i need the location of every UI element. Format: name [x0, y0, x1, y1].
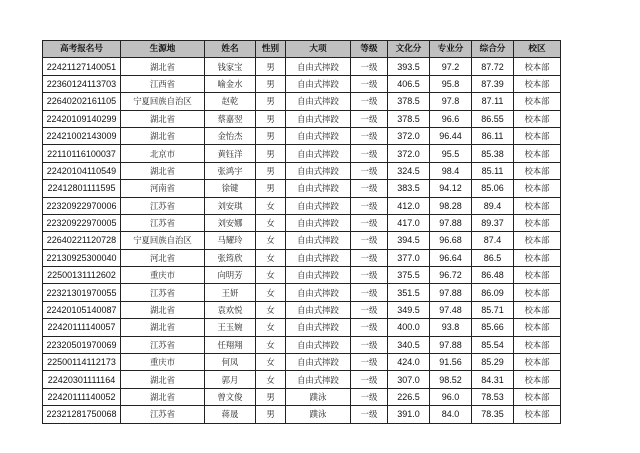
- cell-culture-score: 377.0: [388, 249, 430, 266]
- cell-registration-number: 22420104110549: [43, 162, 121, 179]
- cell-name: 蒋晟: [205, 406, 256, 423]
- cell-culture-score: 412.0: [388, 197, 430, 214]
- cell-gender: 男: [256, 180, 286, 197]
- cell-gender: 女: [256, 354, 286, 371]
- cell-event: 自由式摔跤: [286, 214, 351, 231]
- table-row: [43, 180, 561, 197]
- cell-origin: 重庆市: [121, 354, 205, 371]
- cell-registration-number: 22110116100037: [43, 145, 121, 162]
- cell-culture-score: 349.5: [388, 301, 430, 318]
- table-row: [43, 110, 561, 127]
- cell-name: 徐键: [205, 180, 256, 197]
- cell-level: 一级: [351, 284, 388, 301]
- cell-registration-number: 22360124113703: [43, 75, 121, 92]
- cell-level: 一级: [351, 58, 388, 75]
- cell-origin: 湖北省: [121, 301, 205, 318]
- cell-registration-number: 22420301111164: [43, 371, 121, 388]
- cell-level: 一级: [351, 301, 388, 318]
- cell-origin: 河南省: [121, 180, 205, 197]
- cell-level: 一级: [351, 249, 388, 266]
- cell-total-score: 85.11: [472, 162, 514, 179]
- cell-name: 王玉婉: [205, 319, 256, 336]
- cell-origin: 江西省: [121, 75, 205, 92]
- cell-name: 向明芳: [205, 267, 256, 284]
- table-row: [43, 284, 561, 301]
- table-row: [43, 301, 561, 318]
- cell-major-score: 97.88: [430, 214, 472, 231]
- cell-event: 自由式摔跤: [286, 197, 351, 214]
- cell-culture-score: 424.0: [388, 354, 430, 371]
- cell-campus: 校本部: [514, 145, 561, 162]
- cell-total-score: 87.11: [472, 93, 514, 110]
- cell-origin: 湖北省: [121, 388, 205, 405]
- cell-gender: 男: [256, 58, 286, 75]
- cell-campus: 校本部: [514, 301, 561, 318]
- cell-origin: 湖北省: [121, 110, 205, 127]
- cell-gender: 男: [256, 93, 286, 110]
- cell-level: 一级: [351, 371, 388, 388]
- cell-campus: 校本部: [514, 197, 561, 214]
- cell-event: 自由式摔跤: [286, 319, 351, 336]
- cell-event: 自由式摔跤: [286, 284, 351, 301]
- cell-total-score: 87.4: [472, 232, 514, 249]
- cell-campus: 校本部: [514, 110, 561, 127]
- cell-gender: 男: [256, 75, 286, 92]
- table-row: [43, 249, 561, 266]
- cell-origin: 江苏省: [121, 197, 205, 214]
- cell-culture-score: 378.5: [388, 110, 430, 127]
- cell-total-score: 86.48: [472, 267, 514, 284]
- cell-total-score: 86.11: [472, 127, 514, 144]
- cell-major-score: 96.68: [430, 232, 472, 249]
- cell-event: 自由式摔跤: [286, 162, 351, 179]
- cell-gender: 男: [256, 388, 286, 405]
- header-origin: 生源地: [121, 41, 205, 58]
- cell-campus: 校本部: [514, 336, 561, 353]
- cell-name: 马耀玲: [205, 232, 256, 249]
- cell-registration-number: 22130925300040: [43, 249, 121, 266]
- table-row: [43, 75, 561, 92]
- cell-major-score: 95.5: [430, 145, 472, 162]
- cell-registration-number: 22420111140057: [43, 319, 121, 336]
- cell-gender: 女: [256, 371, 286, 388]
- cell-culture-score: 417.0: [388, 214, 430, 231]
- cell-total-score: 78.35: [472, 406, 514, 423]
- cell-event: 自由式摔跤: [286, 93, 351, 110]
- cell-gender: 女: [256, 232, 286, 249]
- table-row: [43, 406, 561, 423]
- cell-gender: 男: [256, 406, 286, 423]
- cell-campus: 校本部: [514, 267, 561, 284]
- table-row: [43, 336, 561, 353]
- cell-culture-score: 394.5: [388, 232, 430, 249]
- cell-campus: 校本部: [514, 319, 561, 336]
- cell-event: 自由式摔跤: [286, 232, 351, 249]
- cell-origin: 江苏省: [121, 336, 205, 353]
- cell-gender: 女: [256, 319, 286, 336]
- cell-culture-score: 378.5: [388, 93, 430, 110]
- cell-level: 一级: [351, 110, 388, 127]
- table-row: [43, 127, 561, 144]
- cell-gender: 男: [256, 127, 286, 144]
- cell-total-score: 87.39: [472, 75, 514, 92]
- cell-origin: 重庆市: [121, 267, 205, 284]
- cell-culture-score: 406.5: [388, 75, 430, 92]
- cell-origin: 湖北省: [121, 371, 205, 388]
- cell-registration-number: 22321301970055: [43, 284, 121, 301]
- cell-level: 一级: [351, 145, 388, 162]
- cell-gender: 女: [256, 284, 286, 301]
- cell-registration-number: 22640202161105: [43, 93, 121, 110]
- cell-registration-number: 22321281750068: [43, 406, 121, 423]
- cell-campus: 校本部: [514, 232, 561, 249]
- cell-total-score: 89.37: [472, 214, 514, 231]
- cell-culture-score: 226.5: [388, 388, 430, 405]
- cell-major-score: 97.88: [430, 284, 472, 301]
- cell-campus: 校本部: [514, 354, 561, 371]
- cell-major-score: 93.8: [430, 319, 472, 336]
- cell-total-score: 86.09: [472, 284, 514, 301]
- cell-major-score: 96.6: [430, 110, 472, 127]
- cell-total-score: 78.53: [472, 388, 514, 405]
- cell-event: 自由式摔跤: [286, 58, 351, 75]
- cell-event: 蹼泳: [286, 388, 351, 405]
- table-row: [43, 58, 561, 75]
- header-name: 姓名: [205, 41, 256, 58]
- table-row: [43, 354, 561, 371]
- cell-event: 自由式摔跤: [286, 267, 351, 284]
- cell-major-score: 96.64: [430, 249, 472, 266]
- cell-culture-score: 391.0: [388, 406, 430, 423]
- cell-name: 刘安娜: [205, 214, 256, 231]
- cell-level: 一级: [351, 197, 388, 214]
- cell-campus: 校本部: [514, 75, 561, 92]
- cell-registration-number: 22412801111595: [43, 180, 121, 197]
- cell-gender: 男: [256, 145, 286, 162]
- cell-name: 何凤: [205, 354, 256, 371]
- cell-registration-number: 22421127140051: [43, 58, 121, 75]
- cell-culture-score: 324.5: [388, 162, 430, 179]
- cell-culture-score: 372.0: [388, 127, 430, 144]
- cell-level: 一级: [351, 232, 388, 249]
- cell-name: 任翔翔: [205, 336, 256, 353]
- cell-campus: 校本部: [514, 93, 561, 110]
- cell-campus: 校本部: [514, 284, 561, 301]
- cell-culture-score: 351.5: [388, 284, 430, 301]
- cell-major-score: 94.12: [430, 180, 472, 197]
- cell-level: 一级: [351, 319, 388, 336]
- cell-origin: 湖北省: [121, 319, 205, 336]
- cell-gender: 女: [256, 197, 286, 214]
- cell-major-score: 97.88: [430, 336, 472, 353]
- cell-culture-score: 400.0: [388, 319, 430, 336]
- table-row: [43, 232, 561, 249]
- cell-registration-number: 22420109140299: [43, 110, 121, 127]
- cell-gender: 男: [256, 162, 286, 179]
- cell-major-score: 91.56: [430, 354, 472, 371]
- cell-registration-number: 22500131112602: [43, 267, 121, 284]
- table-row: [43, 319, 561, 336]
- cell-origin: 江苏省: [121, 214, 205, 231]
- cell-major-score: 97.8: [430, 93, 472, 110]
- table-row: [43, 388, 561, 405]
- cell-gender: 男: [256, 110, 286, 127]
- cell-event: 自由式摔跤: [286, 371, 351, 388]
- admission-score-table: [42, 40, 561, 424]
- cell-campus: 校本部: [514, 180, 561, 197]
- cell-culture-score: 307.0: [388, 371, 430, 388]
- cell-total-score: 87.72: [472, 58, 514, 75]
- cell-name: 喻金水: [205, 75, 256, 92]
- cell-name: 王妍: [205, 284, 256, 301]
- cell-event: 自由式摔跤: [286, 75, 351, 92]
- cell-level: 一级: [351, 180, 388, 197]
- header-registration-number: 高考报名号: [43, 41, 121, 58]
- cell-registration-number: 22420111140052: [43, 388, 121, 405]
- cell-major-score: 96.0: [430, 388, 472, 405]
- cell-total-score: 85.71: [472, 301, 514, 318]
- score-sheet: [42, 40, 561, 424]
- cell-name: 张筠欣: [205, 249, 256, 266]
- cell-name: 曾文俊: [205, 388, 256, 405]
- cell-total-score: 86.55: [472, 110, 514, 127]
- table-row: [43, 267, 561, 284]
- cell-culture-score: 383.5: [388, 180, 430, 197]
- cell-gender: 女: [256, 301, 286, 318]
- cell-campus: 校本部: [514, 58, 561, 75]
- cell-origin: 江苏省: [121, 284, 205, 301]
- cell-major-score: 97.48: [430, 301, 472, 318]
- cell-culture-score: 340.5: [388, 336, 430, 353]
- cell-event: 自由式摔跤: [286, 249, 351, 266]
- cell-name: 赵乾: [205, 93, 256, 110]
- cell-origin: 湖北省: [121, 58, 205, 75]
- cell-event: 自由式摔跤: [286, 110, 351, 127]
- cell-major-score: 96.72: [430, 267, 472, 284]
- cell-total-score: 85.29: [472, 354, 514, 371]
- cell-major-score: 98.28: [430, 197, 472, 214]
- cell-total-score: 85.38: [472, 145, 514, 162]
- cell-name: 钱家宝: [205, 58, 256, 75]
- table-row: [43, 371, 561, 388]
- cell-event: 自由式摔跤: [286, 145, 351, 162]
- cell-level: 一级: [351, 93, 388, 110]
- cell-origin: 江苏省: [121, 406, 205, 423]
- cell-origin: 河北省: [121, 249, 205, 266]
- cell-gender: 女: [256, 336, 286, 353]
- cell-origin: 湖北省: [121, 127, 205, 144]
- header-campus: 校区: [514, 41, 561, 58]
- table-row: [43, 214, 561, 231]
- cell-origin: 宁夏回族自治区: [121, 93, 205, 110]
- cell-total-score: 84.31: [472, 371, 514, 388]
- cell-campus: 校本部: [514, 388, 561, 405]
- cell-campus: 校本部: [514, 214, 561, 231]
- cell-level: 一级: [351, 162, 388, 179]
- cell-total-score: 85.54: [472, 336, 514, 353]
- table-row: [43, 197, 561, 214]
- header-gender: 性别: [256, 41, 286, 58]
- cell-event: 自由式摔跤: [286, 301, 351, 318]
- cell-campus: 校本部: [514, 249, 561, 266]
- cell-name: 袁欢悦: [205, 301, 256, 318]
- cell-culture-score: 375.5: [388, 267, 430, 284]
- cell-level: 一级: [351, 267, 388, 284]
- cell-name: 蔡嘉翌: [205, 110, 256, 127]
- cell-major-score: 95.8: [430, 75, 472, 92]
- cell-event: 自由式摔跤: [286, 354, 351, 371]
- cell-name: 黄钰洋: [205, 145, 256, 162]
- header-level: 等级: [351, 41, 388, 58]
- cell-event: 蹼泳: [286, 406, 351, 423]
- cell-culture-score: 393.5: [388, 58, 430, 75]
- table-row: [43, 145, 561, 162]
- cell-campus: 校本部: [514, 127, 561, 144]
- header-culture-score: 文化分: [388, 41, 430, 58]
- cell-total-score: 89.4: [472, 197, 514, 214]
- cell-registration-number: 22500114112173: [43, 354, 121, 371]
- cell-level: 一级: [351, 388, 388, 405]
- cell-major-score: 98.52: [430, 371, 472, 388]
- cell-gender: 女: [256, 214, 286, 231]
- cell-registration-number: 22320922970005: [43, 214, 121, 231]
- cell-campus: 校本部: [514, 162, 561, 179]
- header-event: 大项: [286, 41, 351, 58]
- cell-event: 自由式摔跤: [286, 180, 351, 197]
- cell-major-score: 96.44: [430, 127, 472, 144]
- cell-name: 刘安琪: [205, 197, 256, 214]
- header-row: [43, 41, 561, 58]
- cell-level: 一级: [351, 127, 388, 144]
- cell-level: 一级: [351, 214, 388, 231]
- cell-level: 一级: [351, 75, 388, 92]
- cell-event: 自由式摔跤: [286, 127, 351, 144]
- cell-total-score: 86.5: [472, 249, 514, 266]
- cell-major-score: 98.4: [430, 162, 472, 179]
- header-total-score: 综合分: [472, 41, 514, 58]
- cell-registration-number: 22421002143009: [43, 127, 121, 144]
- cell-campus: 校本部: [514, 406, 561, 423]
- cell-event: 自由式摔跤: [286, 336, 351, 353]
- cell-origin: 湖北省: [121, 162, 205, 179]
- cell-name: 张鸿宇: [205, 162, 256, 179]
- cell-name: 郭月: [205, 371, 256, 388]
- cell-level: 一级: [351, 406, 388, 423]
- cell-major-score: 97.2: [430, 58, 472, 75]
- cell-level: 一级: [351, 354, 388, 371]
- cell-origin: 宁夏回族自治区: [121, 232, 205, 249]
- cell-gender: 女: [256, 267, 286, 284]
- cell-origin: 北京市: [121, 145, 205, 162]
- header-major-score: 专业分: [430, 41, 472, 58]
- cell-total-score: 85.06: [472, 180, 514, 197]
- cell-culture-score: 372.0: [388, 145, 430, 162]
- cell-campus: 校本部: [514, 371, 561, 388]
- cell-registration-number: 22320922970006: [43, 197, 121, 214]
- cell-major-score: 84.0: [430, 406, 472, 423]
- table-row: [43, 93, 561, 110]
- cell-total-score: 85.66: [472, 319, 514, 336]
- table-row: [43, 162, 561, 179]
- cell-registration-number: 22420105140087: [43, 301, 121, 318]
- cell-registration-number: 22640221120728: [43, 232, 121, 249]
- cell-name: 金怡杰: [205, 127, 256, 144]
- cell-registration-number: 22320501970069: [43, 336, 121, 353]
- cell-level: 一级: [351, 336, 388, 353]
- cell-gender: 女: [256, 249, 286, 266]
